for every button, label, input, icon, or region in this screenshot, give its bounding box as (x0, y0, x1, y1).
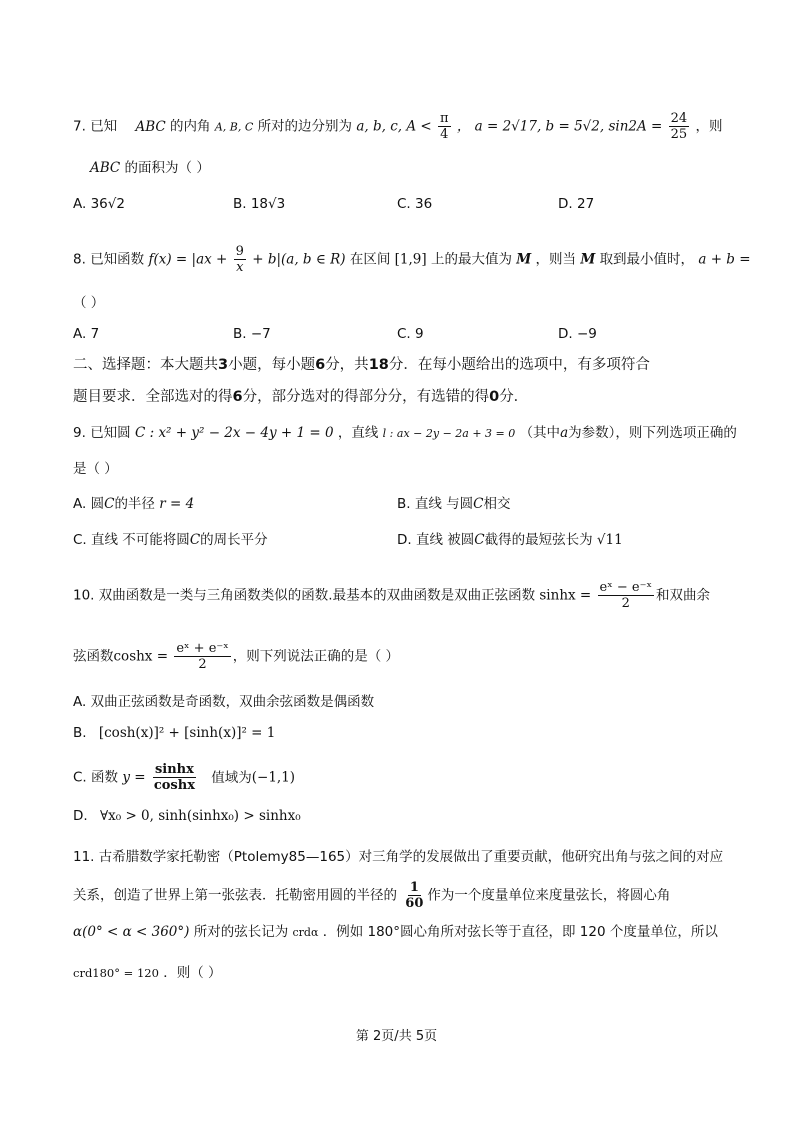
q7-option-c: C. 36 (397, 196, 433, 212)
q10-option-c: C. 函数 y = $\frac{\sinh x}{\cosh x}$ 值域为(−1,1) (73, 762, 296, 793)
q8-option-d: D. −9 (558, 326, 597, 342)
q9-option-d: D. 直线 被圆C截得的最短弦长为 √11 (397, 532, 623, 548)
q11-line3: α(0° < α < 360°) 所对的弦长记为 crdα ．例如 180°圆心角所对弦长等于直径，即 120 个度量单位，所以 (73, 924, 718, 940)
section2-line1: 二、选择题：本大题共3小题，每小题6分，共18分．在每小题给出的选项中，有多项符合 (73, 357, 650, 373)
q11-line2: 关系，创造了世界上第一张弦表．托勒密用圆的半径的 $\frac{1}{60}$ 作为一个度量单位来度量弦长，将圆心角 (73, 880, 671, 911)
q7-line1: 7. 已知 ABC 的内角 A, B, C 所对的边分别为 a, b, c, A < $\frac{\pi}{4}$ ， a = 2√17, b = 5√2, sin2A = $\frac{24}{25}$ ，则 (73, 111, 723, 142)
q7-option-b: B. 18√3 (233, 196, 286, 212)
q8-line2: （ ） (73, 295, 105, 311)
q10-option-a: A. 双曲正弦函数是奇函数，双曲余弦函数是偶函数 (73, 694, 375, 710)
q10-tanh-fraction: $\frac{\sinh x}{\cosh x}$ (153, 762, 195, 793)
q9-option-a: A. 圆C的半径 r = 4 (73, 496, 195, 512)
q9-option-c: C. 直线 不可能将圆C的周长平分 (73, 532, 268, 548)
q7-line2: ABC 的面积为（ ） (90, 160, 210, 176)
q9-option-b: B. 直线 与圆C相交 (397, 496, 511, 512)
q8-option-c: C. 9 (397, 326, 424, 342)
q8-line1: 8. 已知函数 f(x) = |ax + $\frac{9}{x}$ + b|(a, b ∈ R) 在区间 [1,9] 上的最大值为 M ，则当 M 取到最小值时， a + b = (73, 244, 751, 275)
q11-line4: crd180° = 120 ．则（ ） (73, 965, 222, 981)
q11-1-over-60: $\frac{1}{60}$ (405, 880, 424, 911)
page-footer: 第 2页/共 5页 (355, 1029, 438, 1044)
q8-9-over-x: $\frac{9}{x}$ (235, 244, 244, 275)
q10-sinh-fraction: $\frac{\text{eˣ − e⁻ˣ}}{2}$ (599, 580, 652, 611)
q7-option-d: D. 27 (558, 196, 595, 212)
q11-line1: 11. 古希腊数学家托勒密（Ptolemy85—165）对三角学的发展做出了重要贡献，他研究出角与弦之间的对应 (73, 849, 724, 865)
q8-option-a: A. 7 (73, 326, 100, 342)
q7-option-a: A. 36√2 (73, 196, 125, 212)
q8-option-b: B. −7 (233, 326, 271, 342)
q7-pi-over-4: $\frac{\pi}{4}$ (440, 111, 449, 142)
section2-line2: 题目要求．全部选对的得6分，部分选对的得部分分，有选错的得0分． (73, 389, 529, 405)
q9-line2: 是（ ） (73, 461, 118, 477)
q10-option-d: D. ∀x₀ > 0, sinh(sinhx₀) > sinhx₀ (73, 808, 301, 824)
q10-line1: 10. 双曲函数是一类与三角函数类似的函数.最基本的双曲函数是双曲正弦函数 sinhx = $\frac{\text{eˣ − e⁻ˣ}}{2}$ 和双曲余 (73, 580, 710, 611)
q9-line1: 9. 已知圆 C : x² + y² − 2x − 4y + 1 = 0 ，直线 l : ax − 2y − 2a + 3 = 0 （其中a为参数），则下列选项正确的 (73, 425, 737, 441)
q10-option-b: B. [cosh(x)]² + [sinh(x)]² = 1 (73, 725, 276, 741)
q10-line2: 弦函数coshx = $\frac{\text{eˣ + e⁻ˣ}}{2}$ ，则下列说法正确的是（ ） (73, 641, 400, 672)
q7-24-over-25: $\frac{24}{25}$ (670, 111, 688, 142)
q10-cosh-fraction: $\frac{\text{eˣ + e⁻ˣ}}{2}$ (176, 641, 229, 672)
